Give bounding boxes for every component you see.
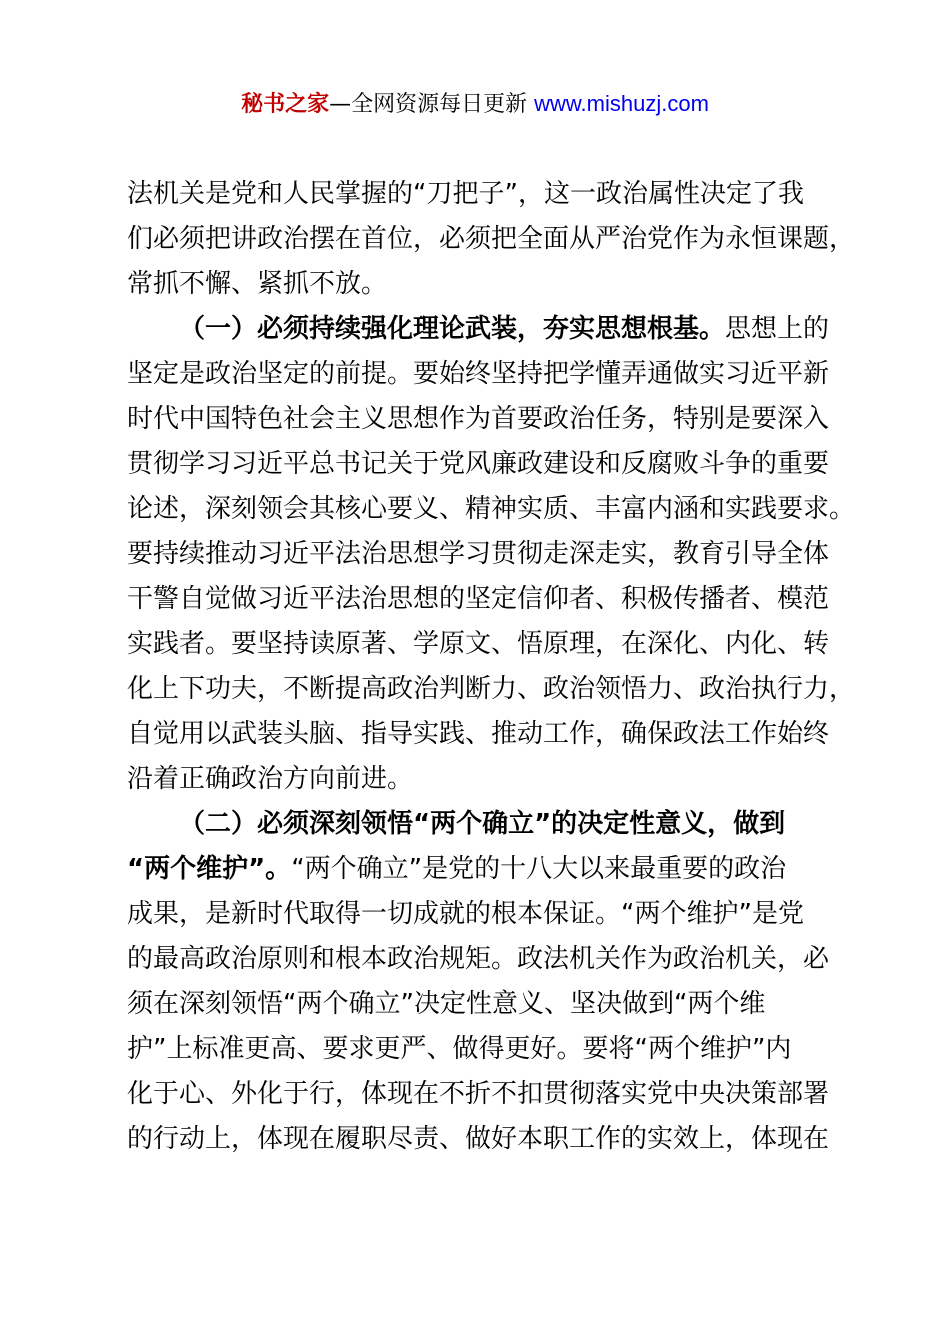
text-line: 化于心、外化于行，体现在不折不扣贯彻落实党中央决策部署 xyxy=(127,1079,830,1109)
text-run: “两个确立”是党的十八大以来最重要的政治 xyxy=(291,854,787,884)
text-line: 论述，深刻领会其核心要义、精神实质、丰富内涵和实践要求。 xyxy=(127,494,856,524)
text-line: 化上下功夫，不断提高政治判断力、政治领悟力、政治执行力， xyxy=(127,674,856,704)
text-line: 的行动上，体现在履职尽责、做好本职工作的实效上，体现在 xyxy=(127,1124,830,1154)
text-line: 干警自觉做习近平法治思想的坚定信仰者、积极传播者、模范 xyxy=(127,584,830,614)
brand-name: 秘书之家 xyxy=(241,92,330,117)
text-line: 沿着正确政治方向前进。 xyxy=(127,764,414,794)
header-tagline: —全网资源每日更新 xyxy=(329,92,535,117)
section-1-heading: （一）必须持续强化理论武装，夯实思想根基。 xyxy=(179,314,726,344)
section-2-heading-end: “两个维护”。 xyxy=(127,854,292,884)
document-body xyxy=(127,172,856,1162)
text-run: 思想上的 xyxy=(725,314,830,344)
text-line: 坚定是政治坚定的前提。要始终坚持把学懂弄通做实习近平新 xyxy=(127,359,830,389)
section-2-heading-line xyxy=(127,847,833,892)
text-line: 护”上标准更高、要求更严、做得更好。要将“两个维护”内 xyxy=(127,1034,792,1064)
text-line: 自觉用以武装头脑、指导实践、推动工作，确保政法工作始终 xyxy=(127,719,830,749)
text-line: 法机关是党和人民掌握的“刀把子”，这一政治属性决定了我 xyxy=(127,179,804,209)
text-line: 实践者。要坚持读原著、学原文、悟原理，在深化、内化、转 xyxy=(127,629,830,659)
text-line: 贯彻学习习近平总书记关于党风廉政建设和反腐败斗争的重要 xyxy=(127,449,830,479)
text-line: 成果，是新时代取得一切成就的根本保证。“两个维护”是党 xyxy=(127,899,804,929)
section-2-heading: （二）必须深刻领悟“两个确立”的决定性意义，做到 xyxy=(179,809,786,839)
text-line: 要持续推动习近平法治思想学习贯彻走深走实，教育引导全体 xyxy=(127,539,830,569)
section-1-heading-line xyxy=(127,307,833,352)
text-line: 的最高政治原则和根本政治规矩。政法机关作为政治机关，必 xyxy=(127,944,830,974)
text-line: 须在深刻领悟“两个确立”决定性意义、坚决做到“两个维 xyxy=(127,989,766,1019)
text-line: 时代中国特色社会主义思想作为首要政治任务，特别是要深入 xyxy=(127,404,830,434)
website-link[interactable]: www.mishuzj.com xyxy=(534,91,709,116)
text-line: 常抓不懈、紧抓不放。 xyxy=(127,269,388,299)
document-header xyxy=(0,86,950,123)
text-line: 们必须把讲政治摆在首位，必须把全面从严治党作为永恒课题， xyxy=(127,224,856,254)
